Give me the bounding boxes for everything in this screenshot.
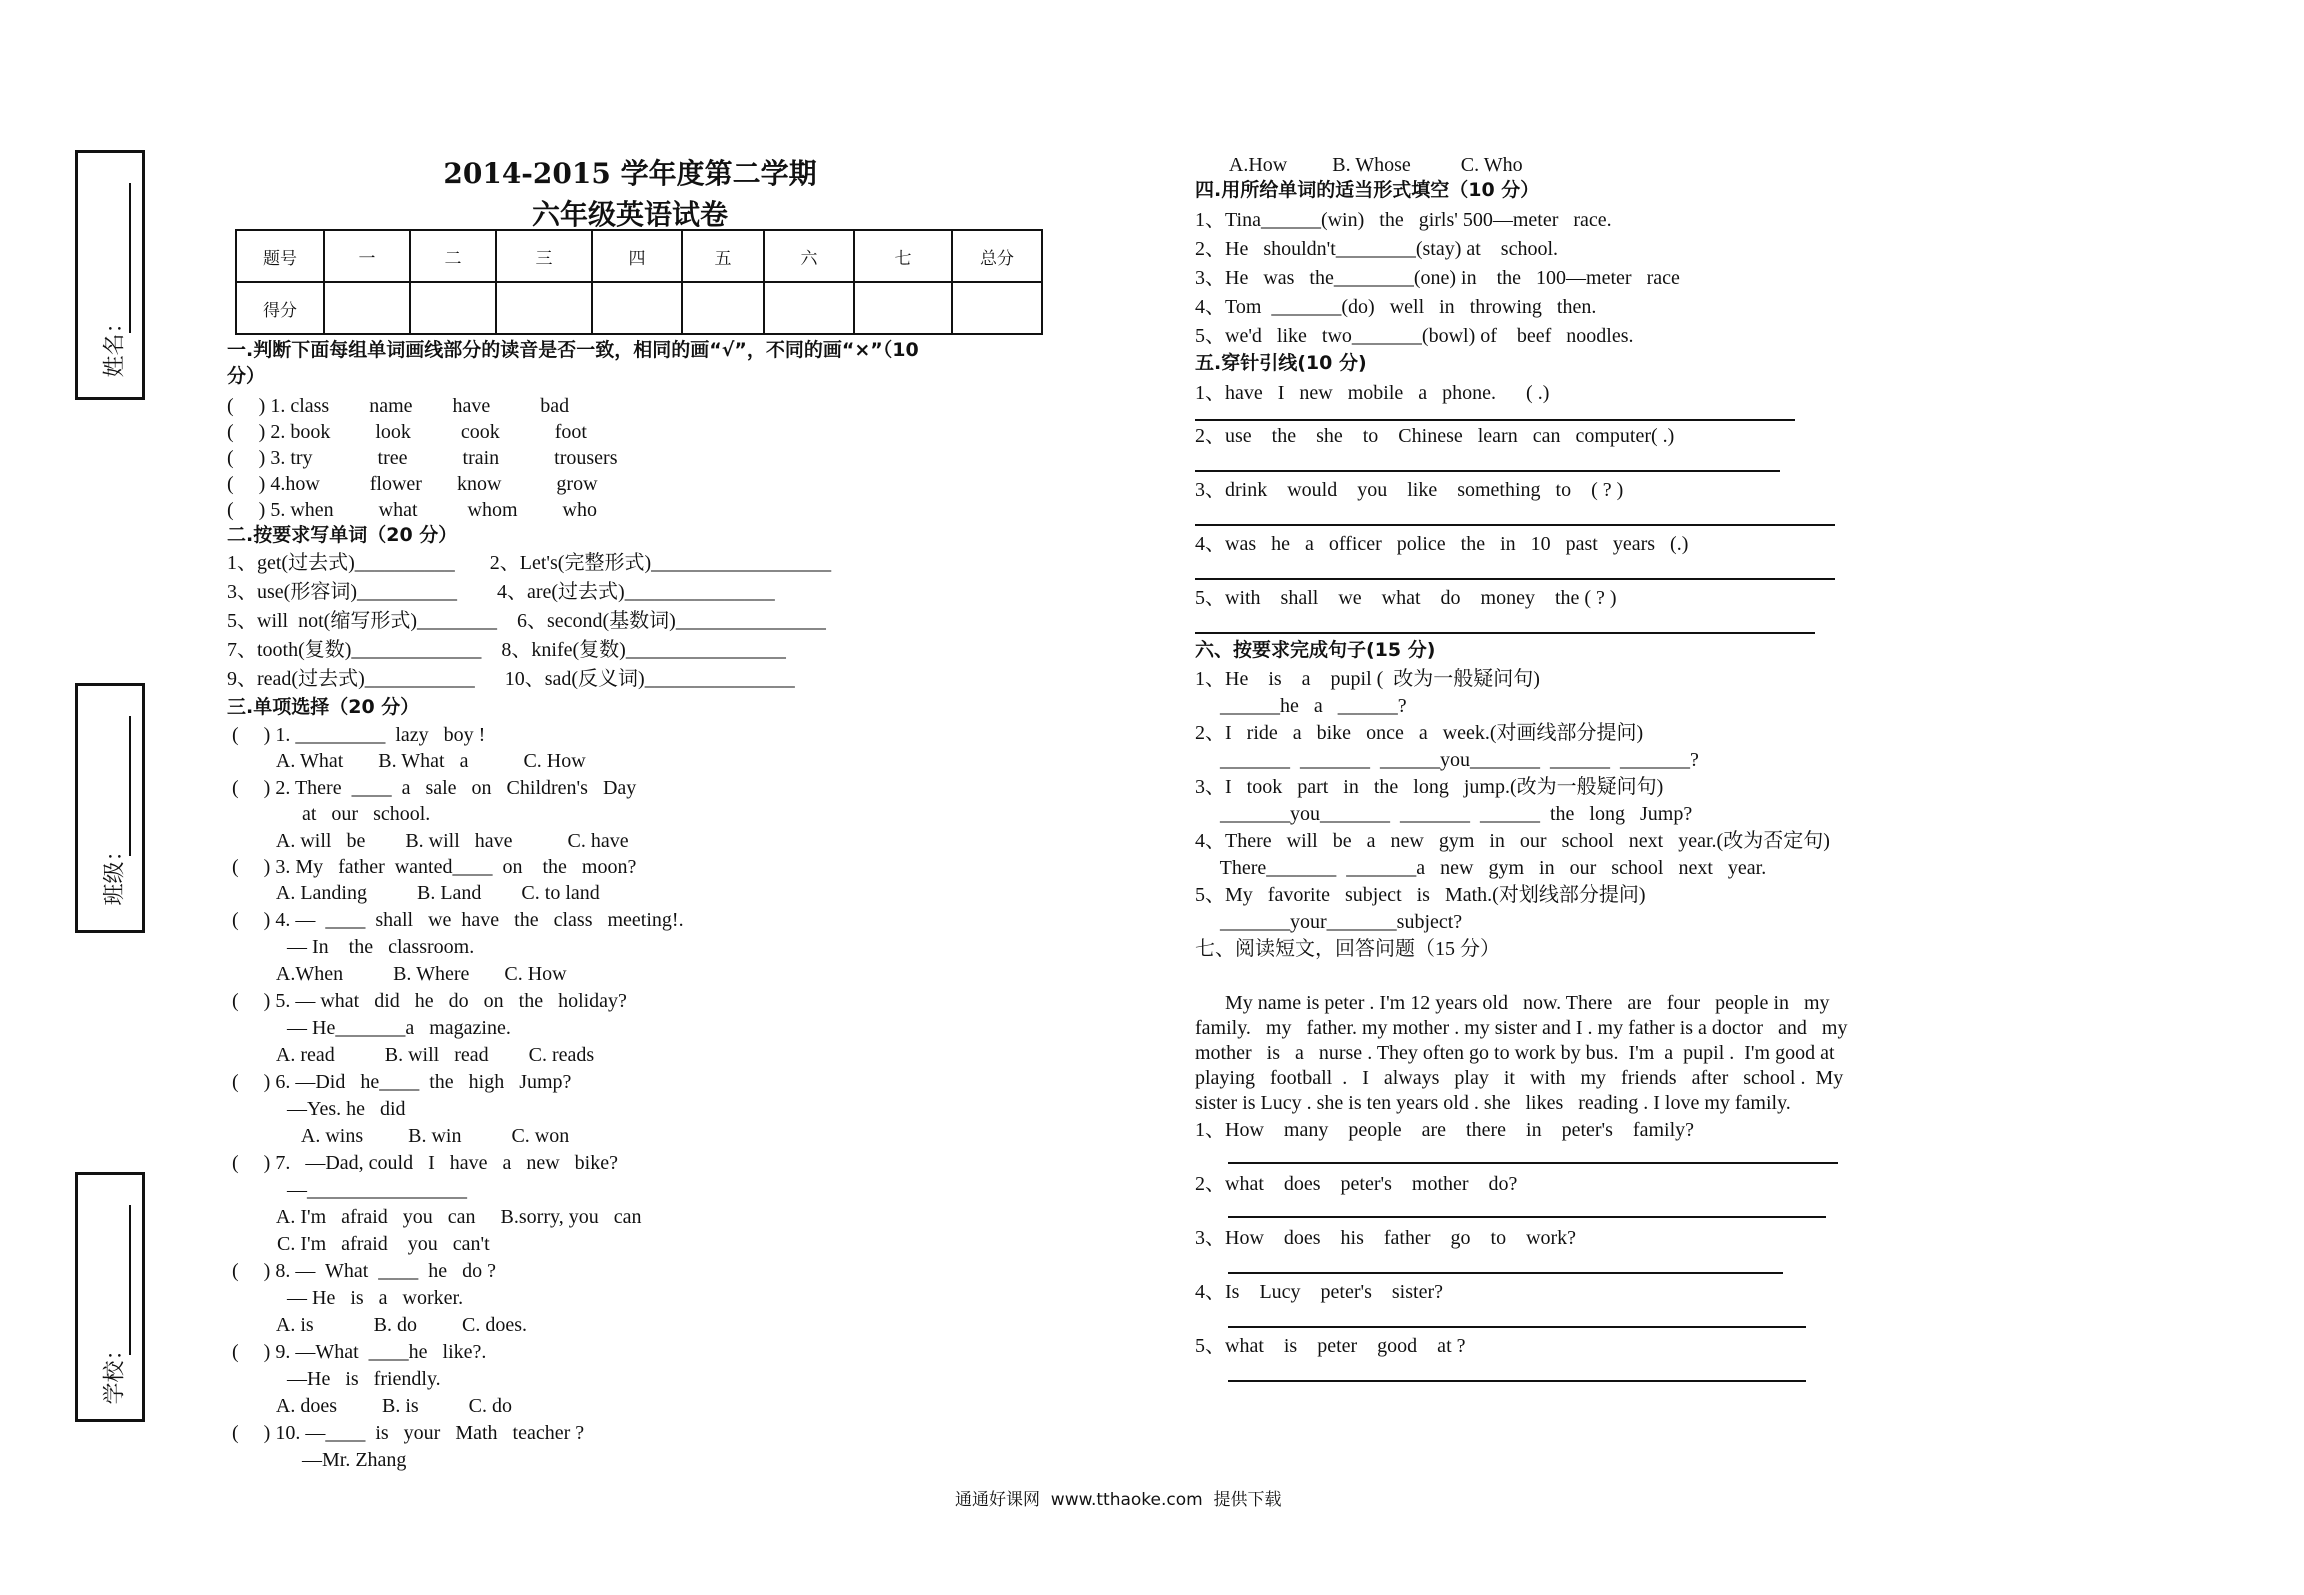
question-line: ( ) 3. try tree train trousers [227,447,618,469]
question-line: _______your_______subject? [1195,911,1463,933]
question-line: _______ _______ ______you_______ ______ _______? [1195,749,1699,771]
score-cell[interactable] [854,282,952,334]
question-line: 7、tooth(复数)_____________ 8、knife(复数)________________ [227,639,786,661]
question-line: ( ) 10. —____ is your Math teacher ? [227,1422,585,1444]
question-line: 4、was he a officer police the in 10 past years (.) [1195,533,1689,555]
name-box [75,150,145,400]
score-cell[interactable] [592,282,682,334]
question-line: 5、will not(缩写形式)________ 6、second(基数词)_______________ [227,610,826,632]
question-line: ( ) 4.how flower know grow [227,473,598,495]
question-line: 1、How many people are there in peter's family? [1195,1119,1695,1141]
score-cell[interactable] [682,282,764,334]
question-line: 4、There will be a new gym in our school next year.(改为否定句) [1195,830,1830,852]
score-header-cell: 总分 [952,230,1042,282]
question-line: 1、get(过去式)__________ 2、Let's(完整形式)__________________ [227,552,832,574]
question-line: ( ) 1. _________ lazy boy ! [227,724,486,746]
score-header-cell: 题号 [236,230,324,282]
question-line: —He is friendly. [227,1368,441,1390]
score-header-cell: 二 [410,230,496,282]
class-box [75,683,145,933]
question-line: 3、I took part in the long jump.(改为一般疑问句) [1195,776,1664,798]
section-5-heading: 五.穿针引线(10 分) [1195,352,1367,374]
section-3-heading: 三.单项选择（20 分） [227,696,420,718]
school-label: 学校： [102,1338,128,1405]
question-line: at our school. [227,803,431,825]
question-line: ( ) 6. —Did he____ the high Jump? [227,1071,572,1093]
question-line: 2、use the she to Chinese learn can computer( .) [1195,425,1675,447]
answer-line[interactable] [1228,1380,1806,1382]
question-line: A. What B. What a C. How [227,750,586,772]
question-line: A. is B. do C. does. [227,1314,528,1336]
question-line: 5、with shall we what do money the ( ? ) [1195,587,1617,609]
score-header-cell: 三 [496,230,592,282]
section-1-heading-cont: 分） [227,365,266,387]
question-line: ( ) 5. when what whom who [227,499,597,521]
reading-passage-line: My name is peter . I'm 12 years old now. There are four people in my [1195,992,1830,1014]
score-table [235,229,1043,335]
question-line: ______he a ______? [1195,695,1407,717]
class-label: 班级： [102,839,128,906]
score-header-cell: 四 [592,230,682,282]
question-line: 1、have I new mobile a phone. ( .) [1195,382,1550,404]
question-line: 3、use(形容词)__________ 4、are(过去式)_______________ [227,581,775,603]
answer-line[interactable] [1195,419,1795,421]
score-header-cell: 五 [682,230,764,282]
question-line: A. I'm afraid you can B.sorry, you can [227,1206,642,1228]
answer-line[interactable] [1228,1216,1826,1218]
score-cell[interactable] [324,282,410,334]
question-line: — In the classroom. [227,936,475,958]
question-line: A.How B. Whose C. Who [1195,154,1523,176]
question-line: C. I'm afraid you can't [227,1233,490,1255]
question-line: A.When B. Where C. How [227,963,567,985]
answer-line[interactable] [1195,524,1835,526]
score-cell[interactable] [496,282,592,334]
question-line: 2、what does peter's mother do? [1195,1173,1518,1195]
question-line: —________________ [227,1179,467,1201]
score-row-label: 得分 [236,282,324,334]
question-line: ( ) 8. — What ____ he do ? [227,1260,497,1282]
question-line: 5、what is peter good at ? [1195,1335,1466,1357]
footer-source: 通通好课网 www.tthaoke.com 提供下载 [955,1490,1282,1510]
page-subtitle: 六年级英语试卷 [531,198,728,231]
answer-line[interactable] [1228,1272,1783,1274]
question-line: A. read B. will read C. reads [227,1044,595,1066]
question-line: 3、He was the________(one) in the 100—meter race [1195,267,1680,289]
score-header-cell: 七 [854,230,952,282]
question-line: A. does B. is C. do [227,1395,513,1417]
school-box [75,1172,145,1422]
question-line: ( ) 9. —What ____he like?. [227,1341,487,1363]
question-line: 1、Tina______(win) the girls' 500—meter race. [1195,209,1612,231]
answer-line[interactable] [1228,1326,1806,1328]
score-cell[interactable] [410,282,496,334]
question-line: ( ) 1. class name have bad [227,395,570,417]
reading-passage-line: playing football . I always play it with my friends after school . My [1195,1067,1844,1089]
answer-line[interactable] [1195,470,1780,472]
question-line: ( ) 2. book look cook foot [227,421,587,443]
section-6-heading: 六、按要求完成句子(15 分) [1195,639,1436,661]
question-line: —Yes. he did [227,1098,406,1120]
question-line: 2、He shouldn't________(stay) at school. [1195,238,1559,260]
reading-passage-line: sister is Lucy . she is ten years old . she likes reading . I love my family. [1195,1092,1791,1114]
section-7-heading: 七、阅读短文，回答问题（15 分） [1195,938,1500,960]
question-line: A. Landing B. Land C. to land [227,882,600,904]
question-line: There_______ _______a new gym in our school next year. [1195,857,1767,879]
question-line: 9、read(过去式)___________ 10、sad(反义词)_______________ [227,668,795,690]
question-line: ( ) 5. — what did he do on the holiday? [227,990,627,1012]
question-line: 5、My favorite subject is Math.(对划线部分提问) [1195,884,1646,906]
question-line: 2、I ride a bike once a week.(对画线部分提问) [1195,722,1644,744]
answer-line[interactable] [1228,1162,1838,1164]
question-line: — He is a worker. [227,1287,464,1309]
question-line: 4、Tom _______(do) well in throwing then. [1195,296,1597,318]
score-header-cell: 一 [324,230,410,282]
question-line: ( ) 4. — ____ shall we have the class meeting!. [227,909,684,931]
question-line: 1、He is a pupil ( 改为一般疑问句) [1195,668,1540,690]
question-line: A. wins B. win C. won [227,1125,570,1147]
question-line: ( ) 3. My father wanted____ on the moon? [227,856,637,878]
question-line: 3、drink would you like something to ( ? ) [1195,479,1624,501]
section-2-heading: 二.按要求写单词（20 分） [227,524,458,546]
question-line: — He_______a magazine. [227,1017,511,1039]
score-cell[interactable] [764,282,854,334]
section-4-heading: 四.用所给单词的适当形式填空（10 分） [1195,179,1540,201]
name-label: 姓名： [102,311,128,378]
question-line: 4、Is Lucy peter's sister? [1195,1281,1443,1303]
reading-passage-line: family. my father. my mother . my sister and I . my father is a doctor and my [1195,1017,1848,1039]
page-title: 2014-2015 学年度第二学期 [443,157,817,190]
answer-line[interactable] [1195,632,1815,634]
question-line: —Mr. Zhang [227,1449,407,1471]
question-line: 5、we'd like two_______(bowl) of beef noodles. [1195,325,1634,347]
question-line: ( ) 7. —Dad, could I have a new bike? [227,1152,618,1174]
question-line: 3、How does his father go to work? [1195,1227,1577,1249]
score-cell[interactable] [952,282,1042,334]
answer-line[interactable] [1195,578,1835,580]
question-line: ( ) 2. There ____ a sale on Children's Day [227,777,637,799]
question-line: _______you_______ _______ ______ the long Jump? [1195,803,1693,825]
section-1-heading: 一.判断下面每组单词画线部分的读音是否一致，相同的画“√”，不同的画“×”（10 [227,339,919,361]
score-header-cell: 六 [764,230,854,282]
reading-passage-line: mother is a nurse . They often go to work by bus. I'm a pupil . I'm good at [1195,1042,1835,1064]
question-line: A. will be B. will have C. have [227,830,629,852]
